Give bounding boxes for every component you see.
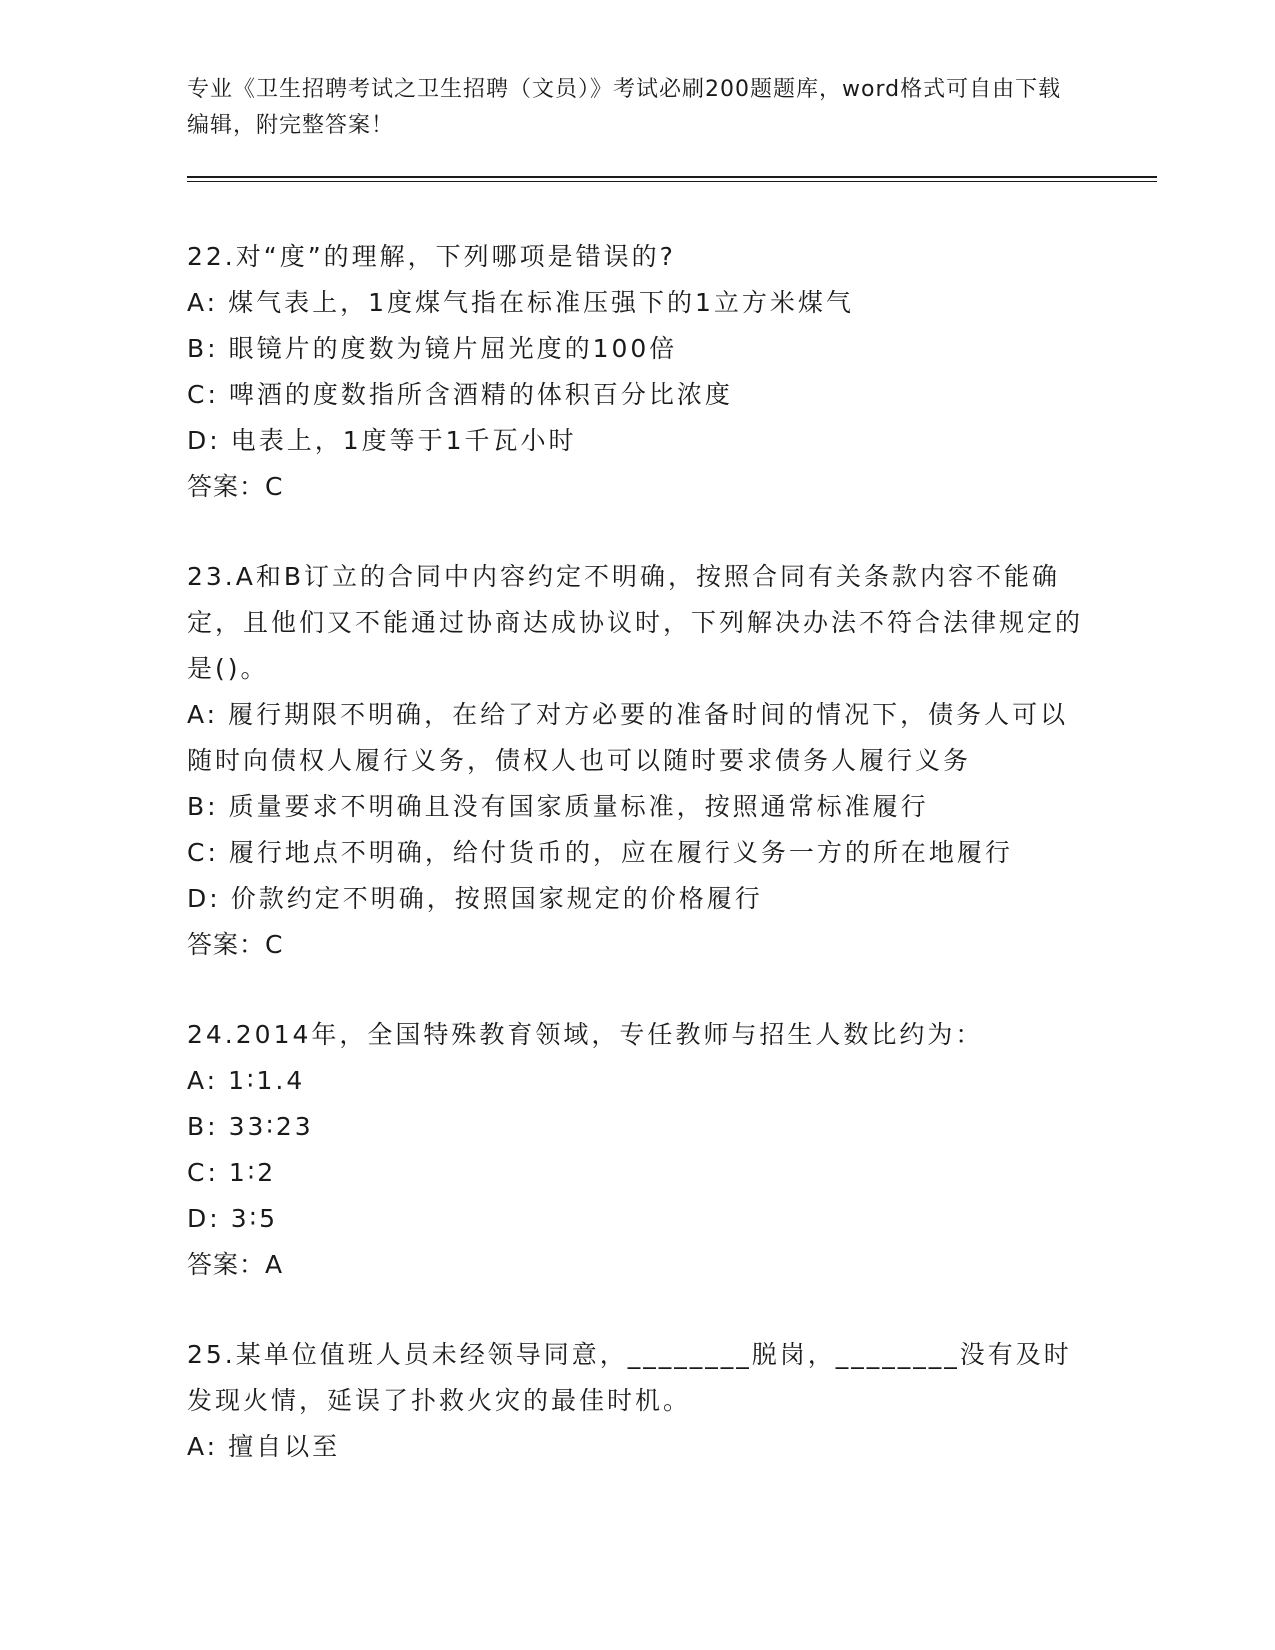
option-key: C: <box>187 380 219 409</box>
option-key: A: <box>187 288 219 317</box>
option-a <box>187 1424 1087 1470</box>
question-text: 22.对“度”的理解，下列哪项是错误的? <box>187 242 676 271</box>
option-text: 煤气表上，1度煤气指在标准压强下的1立方米煤气 <box>228 288 854 317</box>
option-key: C: <box>187 1158 219 1187</box>
question-22 <box>187 234 1087 510</box>
question-text: 24.2014年，全国特殊教育领域，专任教师与招生人数比约为： <box>187 1020 984 1049</box>
option-a <box>187 280 1087 326</box>
option-text: 擅自以至 <box>228 1432 341 1461</box>
option-key: D: <box>187 1204 221 1233</box>
option-key: D: <box>187 884 221 913</box>
option-text: 33∶23 <box>228 1112 314 1141</box>
option-key: A: <box>187 1432 219 1461</box>
option-text: 啤酒的度数指所含酒精的体积百分比浓度 <box>228 380 733 409</box>
question-text: 25.某单位值班人员未经领导同意，________脱岗，________没有及时发现火情，延误了扑救火灾的最佳时机。 <box>187 1340 1072 1415</box>
option-text: 1∶1.4 <box>228 1066 306 1095</box>
answer: 答案：A <box>187 1250 284 1279</box>
option-d <box>187 876 1087 922</box>
option-key: C: <box>187 838 219 867</box>
option-text: 价款约定不明确，按照国家规定的价格履行 <box>230 884 763 913</box>
option-text: 眼镜片的度数为镜片屈光度的100倍 <box>228 334 678 363</box>
option-text: 电表上，1度等于1千瓦小时 <box>230 426 577 455</box>
option-c <box>187 1150 1087 1196</box>
option-key: D: <box>187 426 221 455</box>
option-text: 质量要求不明确且没有国家质量标准，按照通常标准履行 <box>228 792 929 821</box>
option-key: B: <box>187 334 219 363</box>
option-a <box>187 1058 1087 1104</box>
answer: 答案：C <box>187 930 284 959</box>
question-23 <box>187 554 1087 968</box>
option-d <box>187 1196 1087 1242</box>
option-b <box>187 1104 1087 1150</box>
question-24 <box>187 1012 1087 1288</box>
option-d <box>187 418 1087 464</box>
question-25 <box>187 1332 1087 1470</box>
question-list <box>187 234 1087 1514</box>
option-text: 3∶5 <box>230 1204 279 1233</box>
option-b <box>187 784 1087 830</box>
question-text: 23.A和B订立的合同中内容约定不明确，按照合同有关条款内容不能确定，且他们又不能通过协商达成协议时，下列解决办法不符合法律规定的是()。 <box>187 562 1084 683</box>
header-divider <box>187 176 1157 182</box>
option-key: A: <box>187 700 219 729</box>
option-text: 履行期限不明确，在给了对方必要的准备时间的情况下，债务人可以随时向债权人履行义务，债权人也可以随时要求债务人履行义务 <box>187 700 1069 775</box>
option-b <box>187 326 1087 372</box>
option-key: A: <box>187 1066 219 1095</box>
option-a <box>187 692 1087 784</box>
option-text: 履行地点不明确，给付货币的，应在履行义务一方的所在地履行 <box>228 838 1013 867</box>
option-c <box>187 372 1087 418</box>
option-key: B: <box>187 1112 219 1141</box>
option-key: B: <box>187 792 219 821</box>
option-c <box>187 830 1087 876</box>
document-header: 专业《卫生招聘考试之卫生招聘（文员）》考试必刷200题题库，word格式可自由下载编辑，附完整答案！ <box>187 77 1062 138</box>
option-text: 1∶2 <box>228 1158 277 1187</box>
answer: 答案：C <box>187 472 284 501</box>
